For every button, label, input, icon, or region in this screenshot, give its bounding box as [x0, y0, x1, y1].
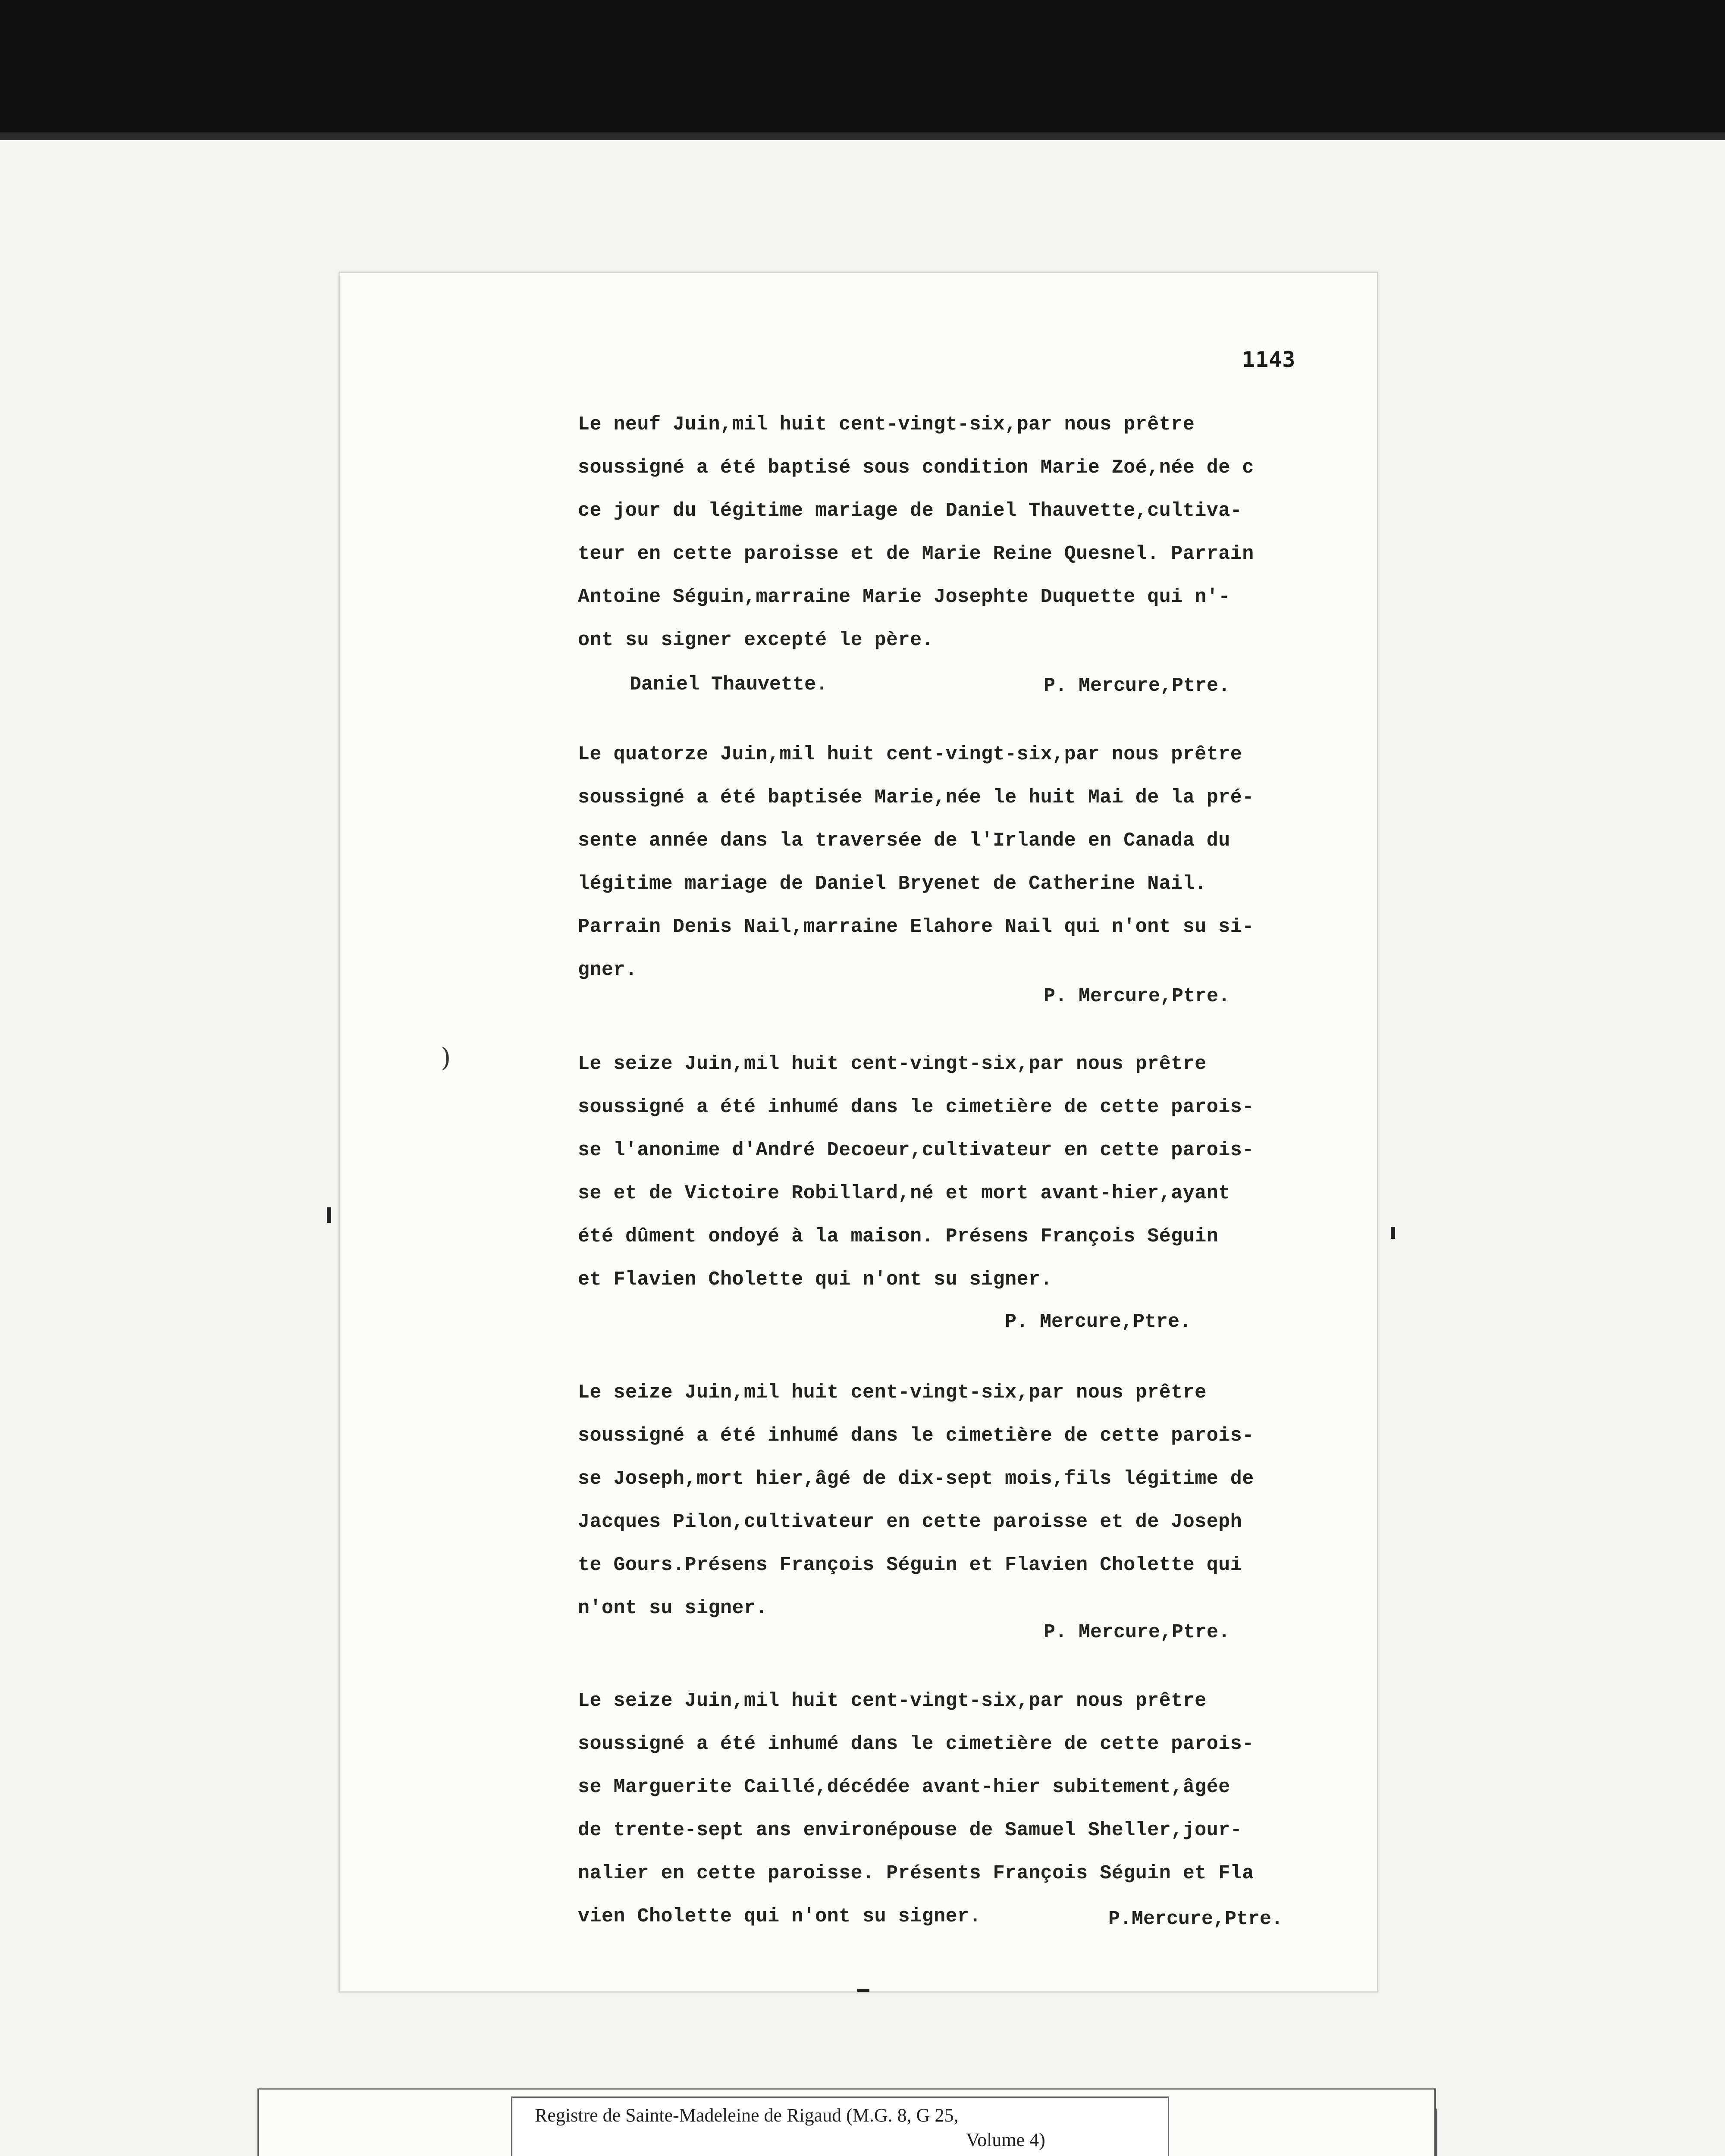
entry-line: teur en cette paroisse et de Marie Reine Quesnel. Parrain — [578, 543, 1254, 565]
entry-line: se et de Victoire Robillard,né et mort avant-hier,ayant — [578, 1182, 1230, 1204]
film-border-edge — [0, 132, 1725, 140]
scan-mark — [1391, 1227, 1395, 1239]
signature-priest: P. Mercure,Ptre. — [1044, 675, 1230, 697]
entry-line: gner. — [578, 959, 637, 981]
entry-line: nalier en cette paroisse. Présents François Séguin et Fla — [578, 1862, 1254, 1884]
signature-priest: P.Mercure,Ptre. — [1108, 1908, 1283, 1930]
entry-line: Le seize Juin,mil huit cent-vingt-six,par nous prêtre — [578, 1382, 1207, 1404]
scan-mark — [857, 1989, 869, 1992]
entry-line: soussigné a été baptisée Marie,née le huit Mai de la pré- — [578, 787, 1254, 808]
film-top-border — [0, 0, 1725, 140]
entry-line: se Joseph,mort hier,âgé de dix-sept mois,fils légitime de — [578, 1468, 1254, 1490]
entry-line: Le quatorze Juin,mil huit cent-vingt-six,par nous prêtre — [578, 743, 1242, 765]
entry-line: se l'anonime d'André Decoeur,cultivateur en cette parois- — [578, 1139, 1254, 1161]
entry-line: légitime mariage de Daniel Bryenet de Catherine Nail. — [578, 873, 1207, 895]
entry-line: soussigné a été inhumé dans le cimetière de cette parois- — [578, 1425, 1254, 1447]
entry-line: vien Cholette qui n'ont su signer. — [578, 1905, 982, 1927]
signature-witness: Daniel Thauvette. — [630, 674, 828, 696]
entry-line: ce jour du légitime mariage de Daniel Thauvette,cultiva- — [578, 500, 1242, 522]
signature-priest: P. Mercure,Ptre. — [1044, 1621, 1230, 1643]
entry-line: soussigné a été baptisé sous condition Marie Zoé,née de c — [578, 457, 1254, 479]
page-number: 1143 — [1242, 347, 1296, 372]
signature-priest: P. Mercure,Ptre. — [1005, 1311, 1192, 1333]
entry-line: se Marguerite Caillé,décédée avant-hier subitement,âgée — [578, 1776, 1230, 1798]
entry-line: sente année dans la traversée de l'Irlande en Canada du — [578, 830, 1230, 852]
entry-line: été dûment ondoyé à la maison. Présens François Séguin — [578, 1225, 1219, 1247]
entry-line: Le neuf Juin,mil huit cent-vingt-six,par nous prêtre — [578, 414, 1195, 436]
entry-line: Jacques Pilon,cultivateur en cette paroisse et de Joseph — [578, 1511, 1242, 1533]
entry-line: de trente-sept ans environépouse de Samuel Sheller,jour- — [578, 1819, 1242, 1841]
scan-mark — [327, 1207, 331, 1223]
entry-line: Le seize Juin,mil huit cent-vingt-six,par nous prêtre — [578, 1690, 1207, 1712]
entry-line: Parrain Denis Nail,marraine Elahore Nail qui n'ont su si- — [578, 916, 1254, 938]
entry-line: Antoine Séguin,marraine Marie Josephte Duquette qui n'- — [578, 586, 1230, 608]
entry-line: soussigné a été inhumé dans le cimetière de cette parois- — [578, 1096, 1254, 1118]
entry-line: Le seize Juin,mil huit cent-vingt-six,par nous prêtre — [578, 1053, 1207, 1075]
entry-line: te Gours.Présens François Séguin et Flavien Cholette qui — [578, 1554, 1242, 1576]
margin-mark: ) — [441, 1043, 451, 1073]
register-label-line-2: Volume 4) — [966, 2129, 1045, 2150]
entry-line: ont su signer excepté le père. — [578, 629, 934, 651]
register-label-line-1: Registre de Sainte-Madeleine de Rigaud (M.G. 8, G 25, — [535, 2105, 959, 2126]
stamp-edge — [1389, 2109, 1437, 2156]
entry-line: et Flavien Cholette qui n'ont su signer. — [578, 1269, 1053, 1291]
entry-line: soussigné a été inhumé dans le cimetière de cette parois- — [578, 1733, 1254, 1755]
entry-line: n'ont su signer. — [578, 1597, 768, 1619]
signature-priest: P. Mercure,Ptre. — [1044, 985, 1230, 1007]
